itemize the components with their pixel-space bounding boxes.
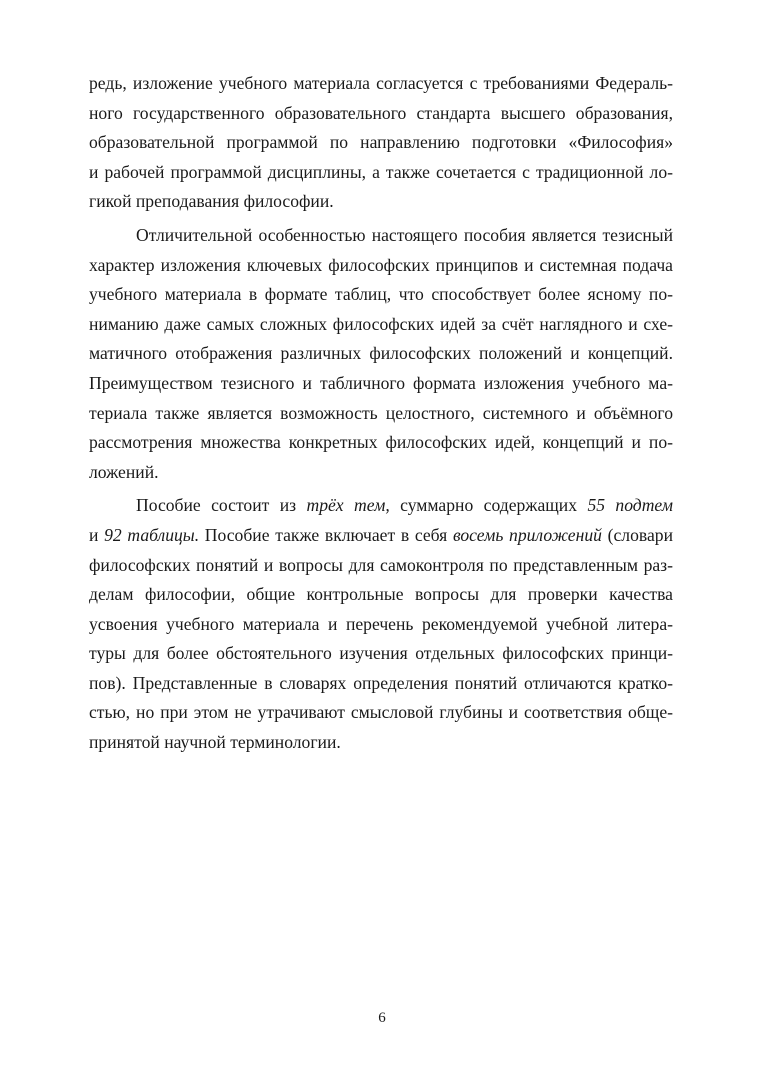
text-run: и (89, 524, 105, 545)
text-line: характер изложения ключевых философских принципов и системная подача (89, 254, 673, 275)
text-line: учебного материала в формате таблиц, что способствует более ясному по- (89, 284, 673, 305)
text-line: Преимуществом тезисного и табличного формата изложения учебного ма- (89, 372, 673, 393)
text-line: и рабочей программой дисциплины, а также сочетается с традиционной ло- (89, 161, 673, 182)
body-text (89, 69, 673, 758)
text-line: делам философии, общие контрольные вопросы для проверки качества (89, 584, 673, 605)
paragraph-2 (89, 221, 673, 487)
text-line: усвоения учебного материала и перечень рекомендуемой учебной литера- (89, 613, 673, 634)
text-run: Пособие состоит из (136, 495, 307, 516)
text-line: туры для более обстоятельного изучения отдельных философских принци- (89, 643, 673, 664)
italic-text: трёх тем, (306, 495, 390, 516)
text-line: ниманию даже самых сложных философских идей за счёт наглядного и схе- (89, 313, 673, 334)
text-line: ного государственного образовательного стандарта высшего образования, (89, 102, 673, 123)
text-line: принятой научной терминологии. (89, 732, 341, 753)
text-line: ложений. (89, 461, 159, 482)
paragraph-1 (89, 69, 673, 217)
text-line: Отличительной особенностью настоящего пособия является тезисный (136, 224, 673, 245)
page-number: 6 (378, 1010, 386, 1026)
text-line: образовательной программой по направлению подготовки «Философия» (89, 132, 673, 153)
text-line: философских понятий и вопросы для самоконтроля по представленным раз- (89, 554, 673, 575)
text-line: редь, изложение учебного материала согласуется с требованиями Федераль- (89, 73, 673, 93)
text-line: пов). Представленные в словарях определения понятий отличаются кратко- (89, 672, 673, 693)
paragraph-3 (89, 491, 673, 757)
italic-text: восемь приложений (452, 524, 602, 545)
text-run: (словари (601, 524, 673, 545)
text-line: рассмотрения множества конкретных философских идей, концепций и по- (89, 432, 673, 453)
text-line: стью, но при этом не утрачивают смысловой глубины и соответствия обще- (89, 702, 673, 723)
text-line: матичного отображения различных философских положений и концепций. (89, 343, 673, 364)
italic-text: 92 таблицы. (104, 524, 200, 545)
text-line (89, 521, 673, 551)
text-line: териала также является возможность целостного, системного и объёмного (89, 402, 673, 423)
text-line (89, 491, 673, 521)
italic-text: 55 подтем (587, 495, 673, 516)
text-run: суммарно содержащих (389, 495, 588, 516)
text-line: гикой преподавания философии. (89, 191, 334, 212)
text-run: Пособие также включает в себя (199, 524, 453, 545)
